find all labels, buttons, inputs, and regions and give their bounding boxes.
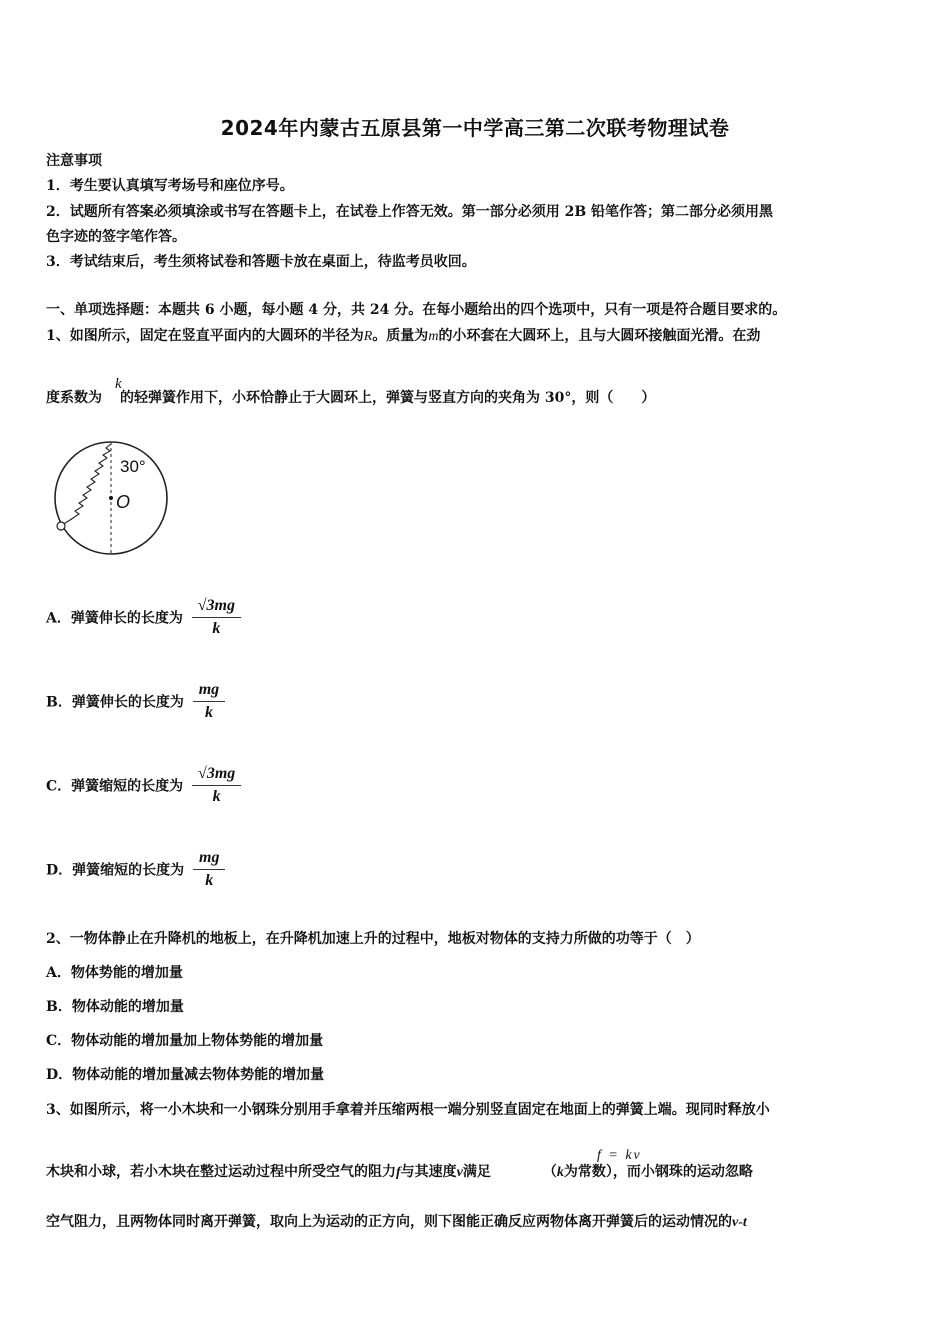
q1-text-e: 的轻弹簧作用下，小环恰静止于大圆环上，弹簧与竖直方向的夹角为 30°，则（ ） (120, 390, 656, 406)
q3-text-a: 木块和小球，若小木块在整过运动过程中所受空气的阻力 (46, 1164, 396, 1180)
q3-text-d: （ (542, 1164, 557, 1180)
q3-var-vt: v-t (732, 1215, 747, 1230)
q3-stem-line3 (46, 1211, 908, 1234)
q2-option-d[interactable]: D．物体动能的增加量减去物体势能的增加量 (46, 1067, 325, 1083)
center-label: O (116, 492, 131, 512)
q1-option-c-fraction: $\frac{√3mg}{k}$ (192, 763, 241, 808)
q1-option-d-label: D．弹簧缩短的长度为 (46, 862, 185, 879)
notice-item-3: 3．考试结束后，考生须将试卷和答题卡放在桌面上，待监考员收回。 (46, 254, 476, 270)
page-title: 2024年内蒙古五原县第一中学高三第二次联考物理试卷 (220, 116, 730, 140)
center-point (109, 496, 113, 500)
q1-option-d-fraction: $\frac{mg}{k}$ (193, 847, 225, 892)
small-ring (57, 522, 65, 530)
q1-text-a: 1、如图所示，固定在竖直平面内的大圆环的半径为 (46, 328, 364, 344)
q3-text-c: 满足 (462, 1164, 491, 1180)
notice-item-2-cont: 色字迹的签字笔作答。 (46, 229, 186, 245)
notice-heading: 注意事项 (46, 153, 102, 169)
q3-text-b: 与其速度 (400, 1164, 457, 1180)
q1-var-r: R (363, 329, 373, 344)
q1-option-b[interactable] (46, 679, 225, 724)
q1-var-m: m (428, 329, 439, 344)
q1-option-a-fraction: $\frac{√3mg}{k}$ (192, 595, 241, 640)
q1-stem-line2 (46, 387, 908, 409)
q3-text-e: 为常数），而小钢珠的运动忽略 (563, 1164, 753, 1180)
q1-text-b: 。质量为 (372, 328, 429, 344)
q3-formula: f = kv (597, 1148, 642, 1163)
q1-stem-line1 (46, 325, 908, 348)
q1-option-c[interactable] (46, 763, 241, 808)
q2-option-c[interactable]: C．物体动能的增加量加上物体势能的增加量 (46, 1033, 324, 1049)
q1-text-c: 的小环套在大圆环上，且与大圆环接触面光滑。在劲 (438, 328, 761, 344)
q2-option-a[interactable]: A．物体势能的增加量 (46, 965, 183, 981)
q3-text-f: 空气阻力，且两物体同时离开弹簧，取向上为运动的正方向，则下图能正确反应两物体离开弹簧后的运动情况的 (46, 1214, 732, 1230)
notice-item-2: 2．试题所有答案必须填涂或书写在答题卡上，在试卷上作答无效。第一部分必须用 2B 铅笔作答；第二部分必须用黑 (46, 204, 774, 220)
q3-var-v: v (456, 1165, 463, 1180)
q1-option-b-label: B．弹簧伸长的长度为 (46, 694, 184, 711)
q1-option-c-label: C．弹簧缩短的长度为 (46, 778, 184, 795)
q3-var-k: k (556, 1165, 564, 1180)
q1-var-k: k (115, 376, 122, 392)
section-heading: 一、单项选择题：本题共 6 小题，每小题 4 分，共 24 分。在每小题给出的四个选项中，只有一项是符合题目要求的。 (46, 302, 787, 318)
q1-option-b-fraction: $\frac{mg}{k}$ (193, 679, 225, 724)
q1-figure (48, 436, 178, 560)
q1-option-d[interactable] (46, 847, 225, 892)
q2-option-b[interactable]: B．物体动能的增加量 (46, 999, 184, 1015)
q3-stem-line1: 3、如图所示，将一小木块和一小钢珠分别用手拿着并压缩两根一端分别竖直固定在地面上的弹簧上端。现同时释放小 (46, 1102, 770, 1118)
q3-stem-line2 (46, 1161, 908, 1184)
q1-option-a-label: A．弹簧伸长的长度为 (46, 610, 183, 627)
q1-option-a[interactable] (46, 595, 241, 640)
angle-label: 30° (120, 457, 146, 476)
spring-coil (62, 444, 111, 525)
q1-text-d: 度系数为 (46, 390, 102, 406)
q2-stem: 2、一物体静止在升降机的地板上，在升降机加速上升的过程中，地板对物体的支持力所做的功等于（ ） (46, 931, 700, 947)
q3-var-f: f (396, 1165, 401, 1180)
notice-item-1: 1．考生要认真填写考场号和座位序号。 (46, 178, 294, 194)
